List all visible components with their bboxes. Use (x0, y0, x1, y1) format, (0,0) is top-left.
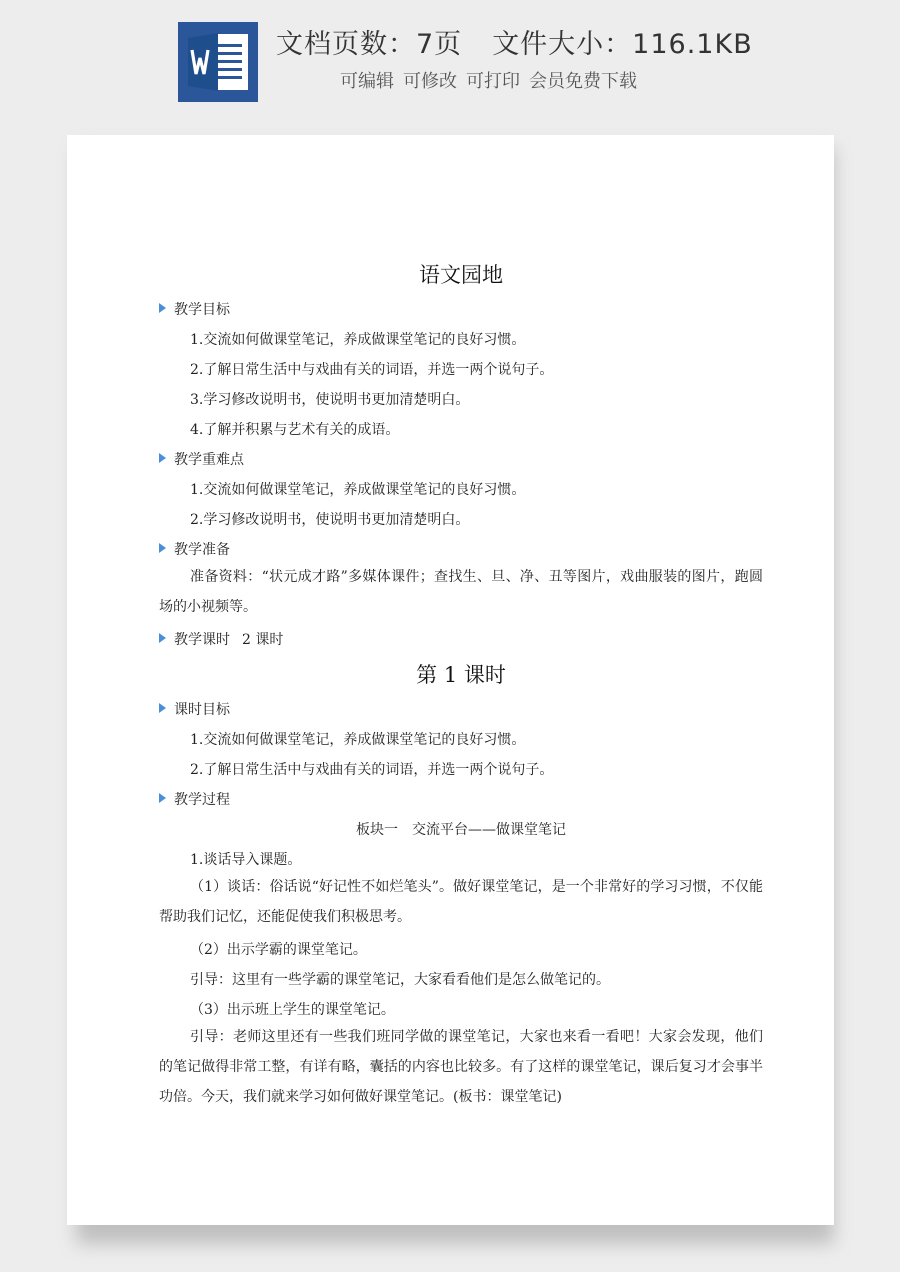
document-title: 语文园地 (419, 263, 503, 287)
bullet-triangle-icon (159, 543, 166, 553)
step-1: 1.谈话导入课题。 (190, 852, 302, 868)
section-label: 教学过程 (174, 792, 230, 808)
section-label: 教学目标 (174, 302, 230, 318)
key-point-item: 1.交流如何做课堂笔记，养成做课堂笔记的良好习惯。 (190, 482, 526, 498)
section-lesson-goals (159, 699, 230, 719)
perm-editable: 可编辑 (340, 71, 394, 92)
section-class-hours (159, 629, 283, 649)
bullet-triangle-icon (159, 303, 166, 313)
preparation-text: 准备资料：“状元成才路”多媒体课件；查找生、旦、净、丑等图片，戏曲服装的图片，跑圆场的小视频等。 (159, 569, 763, 615)
bullet-triangle-icon (159, 703, 166, 713)
bullet-triangle-icon (159, 453, 166, 463)
file-size: 文件大小：116.1KB (492, 29, 753, 60)
section-label: 教学重难点 (174, 452, 244, 468)
perm-printable: 可打印 (466, 71, 520, 92)
lesson-title: 第 1 课时 (416, 663, 506, 687)
class-hours-value: 2 课时 (242, 632, 284, 648)
permissions (340, 67, 646, 93)
goal-item: 1.交流如何做课堂笔记，养成做课堂笔记的良好习惯。 (190, 332, 526, 348)
key-point-item: 2.学习修改说明书，使说明书更加清楚明白。 (190, 512, 470, 528)
section-label: 教学课时 (174, 632, 230, 648)
step-1-1: （1）谈话：俗话说“好记性不如烂笔头”。做好课堂笔记，是一个非常好的学习习惯，不仅能帮助我们记忆，还能促使我们积极思考。 (159, 879, 763, 925)
document-page (67, 135, 834, 1225)
perm-member-download: 会员免费下载 (529, 71, 637, 92)
file-meta (276, 22, 753, 61)
guide-text-1: 引导：这里有一些学霸的课堂笔记，大家看看他们是怎么做笔记的。 (190, 972, 610, 988)
step-1-3: （3）出示班上学生的课堂笔记。 (190, 1002, 395, 1018)
document-info-header (0, 0, 900, 120)
goal-item: 3.学习修改说明书，使说明书更加清楚明白。 (190, 392, 470, 408)
section-teaching-process (159, 789, 230, 809)
step-1-2: （2）出示学霸的课堂笔记。 (190, 942, 367, 958)
lesson-goal-item: 1.交流如何做课堂笔记，养成做课堂笔记的良好习惯。 (190, 732, 526, 748)
section-teaching-goals (159, 299, 230, 319)
bullet-triangle-icon (159, 793, 166, 803)
goal-item: 2.了解日常生活中与戏曲有关的词语，并选一两个说句子。 (190, 362, 554, 378)
lesson-goal-item: 2.了解日常生活中与戏曲有关的词语，并选一两个说句子。 (190, 762, 554, 778)
word-document-icon (178, 22, 258, 102)
section-key-points (159, 449, 244, 469)
section-label: 教学准备 (174, 542, 230, 558)
perm-modifiable: 可修改 (403, 71, 457, 92)
guide-text-2: 引导：老师这里还有一些我们班同学做的课堂笔记，大家也来看一看吧！大家会发现，他们的笔记做得非常工整，有详有略，囊括的内容也比较多。有了这样的课堂笔记，课后复习才会事半功倍。今天，我们就来学习如何做好课堂笔记。(板书：课堂笔记) (159, 1029, 763, 1105)
goal-item: 4.了解并积累与艺术有关的成语。 (190, 422, 400, 438)
section-label: 课时目标 (174, 702, 230, 718)
page-count: 文档页数：7页 (276, 29, 463, 60)
section-preparation (159, 539, 230, 559)
block-title: 板块一 交流平台——做课堂笔记 (356, 822, 566, 838)
bullet-triangle-icon (159, 633, 166, 643)
